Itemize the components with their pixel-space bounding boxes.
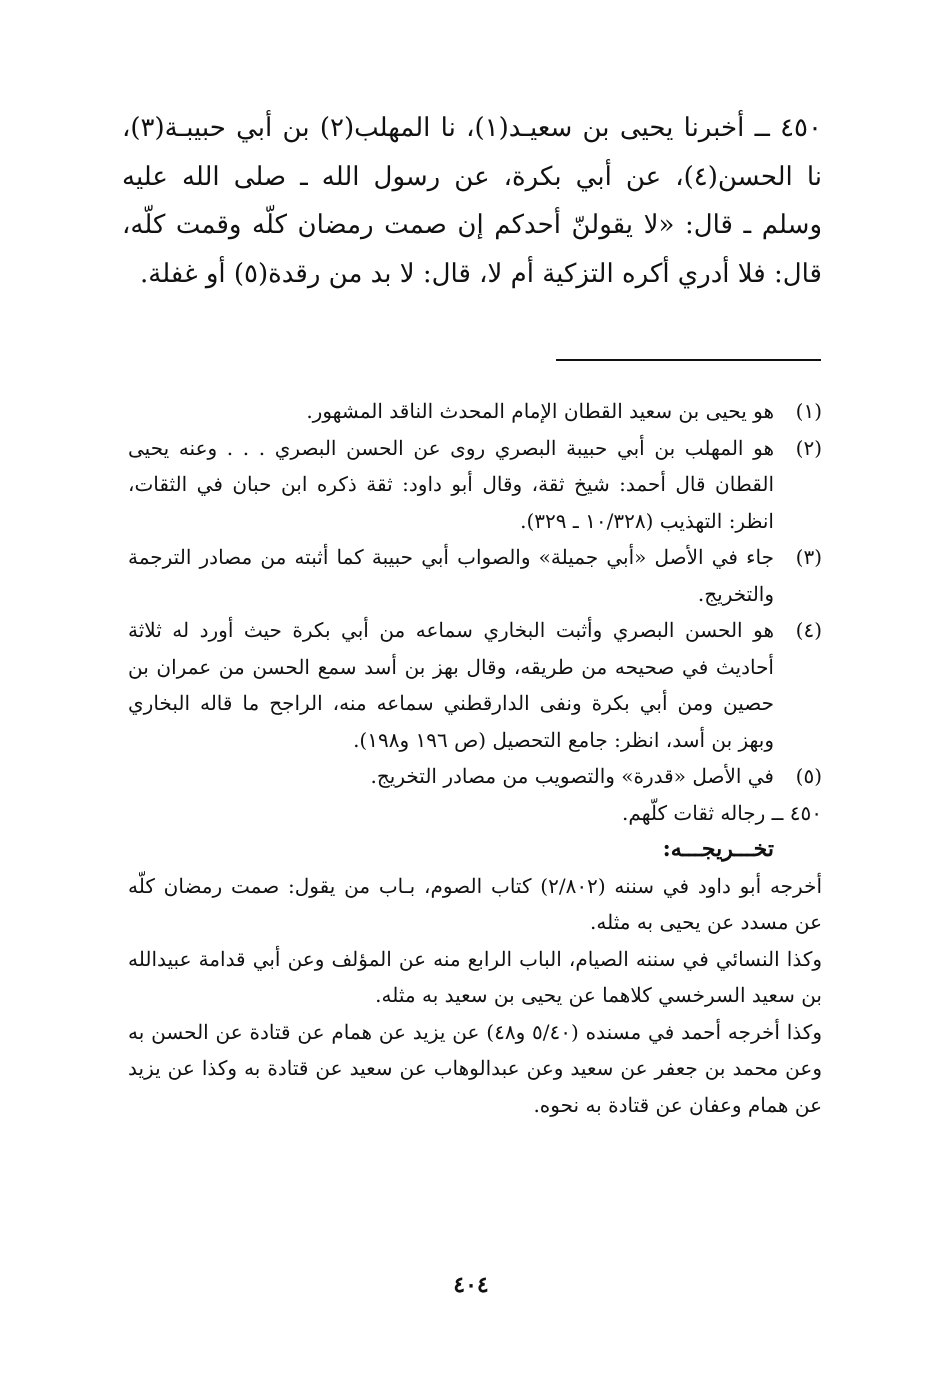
- footnote-4: [128, 612, 822, 758]
- footnote-number: (٣): [795, 545, 822, 569]
- footnote-text: هو يحيى بن سعيد القطان الإمام المحدث الناقد المشهور.: [306, 399, 774, 423]
- footnote-text: في الأصل «قدرة» والتصويب من مصادر التخريج.: [370, 764, 774, 788]
- footnote-5: [128, 758, 822, 795]
- footnote-1: [128, 393, 822, 430]
- takhrij-paragraph-2: وكذا النسائي في سننه الصيام، الباب الرابع منه عن المؤلف وعن أبي قدامة عبيدالله بن سعيد السرخسي كلاهما عن يحيى بن سعيد به مثله.: [128, 946, 822, 1007]
- takhrij-paragraph-1: أخرجه أبو داود في سننه (٢/٨٠٢) كتاب الصوم، بـاب من يقول: صمت رمضان كلّه عن مسدد عن يحيى به مثله.: [128, 873, 822, 934]
- footnote-2: [128, 430, 822, 540]
- footnote-separator: [556, 359, 821, 361]
- hadith-grading-note: ٤٥٠ ــ رجاله ثقات كلّهم.: [622, 800, 822, 825]
- takhrij-paragraph-3: وكذا أخرجه أحمد في مسنده (٥/٤٠ و٤٨) عن يزيد عن همام عن قتادة عن الحسن به وعن محمد بن جعفر عن سعيد وعن عبدالوهاب عن سعيد عن قتادة به وكذا عن يزيد عن همام وعفان عن قتادة به نحوه.: [128, 1019, 822, 1117]
- hadith-main-text: [122, 104, 822, 298]
- footnote-text: هو الحسن البصري وأثبت البخاري سماعه من أبي بكرة حيث أورد له ثلاثة أحاديث في صحيحه من طريقه، وقال بهز بن أسد سمع الحسن من عمران بن حصين ومن أبي بكرة ونفى الدارقطني سماعه منه، الراجح ما قاله البخاري وبهز بن أسد، انظر: جامع التحصيل (ص ١٩٦ و١٩٨).: [128, 618, 775, 752]
- footnote-text: جاء في الأصل «أبي جميلة» والصواب أبي حبيبة كما أثبته من مصادر الترجمة والتخريج.: [128, 545, 774, 606]
- footnote-number: (١): [795, 399, 822, 423]
- hadith-paragraph: ٤٥٠ ــ أخبرنا يحيى بن سعيـد(١)، نا المهلب(٢) بن أبي حبيبـة(٣)، نا الحسن(٤)، عن أبي بكرة، عن رسول الله ـ صلى الله عليه وسلم ـ قال: «لا يقولنّ أحدكم إن صمت رمضان كلّه وقمت كلّه، قال: فلا أدري أكره التزكية أم لا، قال: لا بد من رقدة(٥) أو غفلة.: [122, 113, 822, 289]
- footnote-number: (٤): [795, 618, 822, 642]
- footnote-number: (٥): [795, 764, 822, 788]
- takhrij-heading: تخـــريجـــه:: [662, 836, 774, 862]
- footnote-number: (٢): [795, 435, 822, 460]
- footnote-3: [128, 539, 822, 612]
- footnote-text: هو المهلب بن أبي حبيبة البصري روى عن الحسن البصري . . . وعنه يحيى القطان قال أحمد: شيخ ثقة، وقال أبو داود: ثقة ذكره ابن حبان في الثقات، انظر: التهذيب (١٠/٣٢٨ ـ ٣٢٩).: [128, 435, 774, 533]
- page-number: ٤٠٤: [453, 1272, 489, 1298]
- footnotes-section: [128, 393, 822, 1123]
